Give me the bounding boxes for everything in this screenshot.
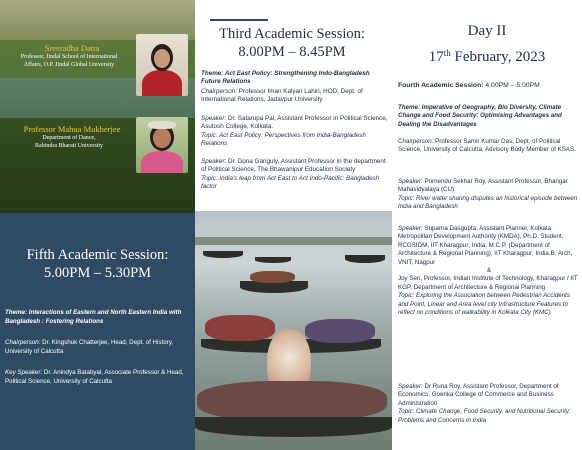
third-session-time: 8.00PM – 8.45PM bbox=[238, 44, 346, 60]
speaker1-photo bbox=[136, 34, 188, 96]
fourth-session-theme: Theme: Imperative of Geography, Bio Diversity, Climate Change and Food Security: Optimising Advantages and Dealing the Disadvantages bbox=[398, 104, 562, 128]
speaker1-affiliation-1: Professor, Jindal School of International bbox=[20, 54, 118, 60]
day-header bbox=[392, 20, 582, 68]
fifth-session-key-speaker: Key Speaker: Dr. Anindya Batabyal, Associate Professor & Head, Political Science, University of Calcutta bbox=[5, 369, 184, 385]
fourth-session-topic-2: Topic: Exploring the Association between Pedestrian Accidents and Point, Linear and Area level city Infrastructure Features to reflect on conditions of walkability in Kolkata City (KMC) bbox=[398, 292, 570, 317]
speaker2-photo bbox=[136, 117, 188, 173]
fifth-session-title-line1: Fifth Academic Session: bbox=[26, 247, 169, 263]
fifth-session-theme: Theme: Interactions of Eastern and North Eastern India with Bangladesh : Fostering Relations bbox=[5, 309, 182, 325]
fifth-session-title bbox=[0, 246, 195, 282]
photo-boat bbox=[195, 417, 392, 437]
fourth-session-speaker-3: Joy Sen, Professor, Indian Institute of Technology, Kharagpur / IIT KGP. Department of Architecture & Regional Planning bbox=[398, 275, 578, 291]
speaker2-name: Professor Mahua Mukherjee bbox=[23, 124, 121, 134]
date-label: 17th February, 2023 bbox=[428, 48, 546, 65]
photo-crowd bbox=[250, 271, 295, 283]
photo-treeline bbox=[195, 237, 392, 245]
third-session-title bbox=[197, 25, 387, 61]
photo-boat bbox=[345, 255, 385, 263]
river-festival-photo bbox=[195, 211, 392, 450]
third-session-theme: Theme: Act East Policy: Strengthening Indo-Bangladesh Future Relations bbox=[201, 70, 370, 86]
photo-boat bbox=[203, 251, 243, 258]
third-session-chairperson: Chairperson: Professor Iman Kalyan Lahiri, HOD, Dept. of International Relations, Jadavpur University bbox=[201, 88, 363, 104]
fourth-session-speaker-2: Speaker: Suparna Dasgupta, Assistant Planner, Kolkata Metropolitan Development Authority (KMDA), Ph.D. Student, RCGSIDM, IIT Kharagpur; India. M.C.P. (Department of Architecture & Regional Planning), IIT Kharagpur; India.B. Arch, VNIT, Nagpur & Joy Sen, Professor, Indian Institute of Technology, Kharagpur / IIT KGP. Department of Architecture & Regional Planning Topic: Exploring the Association between Pedestrian Accidents and Point, Linear and Area level city Infrastructure Features to reflect on conditions of walkability in Kolkata City (KMC) bbox=[398, 225, 580, 317]
photo-crowd bbox=[197, 381, 387, 421]
fourth-session-title: Fourth Academic Session: 4.00PM – 5.00PM bbox=[398, 82, 540, 89]
fourth-session-topic-3: Topic: Climate Change, Food Security, and Nutritional Security: Problems and Concerns in India bbox=[398, 408, 571, 424]
speaker1-name: Sreeradha Datta bbox=[44, 43, 100, 53]
photo-crowd bbox=[205, 315, 275, 341]
speakers-banner bbox=[0, 0, 195, 213]
title-accent-line bbox=[210, 19, 268, 21]
speaker1-affiliation-2: Affairs, O.P. Jindal Global University bbox=[23, 62, 115, 68]
fifth-session-chairperson: Chairperson: Dr. Kingshuk Chatterjee, Head, Dept. of History, University of Calcutta bbox=[5, 339, 174, 355]
day-label: Day II bbox=[467, 23, 507, 39]
photo-crowd bbox=[305, 319, 375, 343]
fourth-session-speaker-4: Speaker: Dr Runa Roy, Assistant Professor, Department of Economics, Goenka College of Commerce and Business Administration Topic: Climate Change, Food Security, and Nutritional Security: Problems and Concerns in India bbox=[398, 383, 580, 425]
third-session-topic-2: Topic: India's leap from Act East to Act Indo-Pacific: Bangladesh factor bbox=[201, 174, 380, 190]
third-session-speaker-1: Speaker: Dr. Satarupa Pal, Assistant Professor in Political Science, Asutosh College, Kolkata. Topic: Act East Policy: Perspectives from India-Bangladesh Relations bbox=[201, 115, 391, 148]
third-session-topic-1: Topic: Act East Policy: Perspectives from India-Bangladesh Relations bbox=[201, 131, 366, 147]
speaker2-affiliation-2: Rabindra Bharati University bbox=[35, 143, 103, 149]
speaker2-affiliation-1: Department of Dance, bbox=[42, 135, 96, 141]
fifth-session-time: 5.00PM – 5.30PM bbox=[43, 265, 152, 281]
speaker-ampersand: & bbox=[486, 267, 492, 275]
photo-boat bbox=[255, 257, 291, 263]
third-session-title-line1: Third Academic Session: bbox=[219, 26, 365, 42]
third-session-speaker-2: Speaker: Dr. Dona Ganguly, Assistant Professor in the department of Political Science, The Bhawanipur Education Society Topic: India's leap from Act East to Act Indo-Pacific: Bangladesh factor bbox=[201, 158, 391, 191]
fourth-session-topic-1: Topic: River water sharing disputes an historical episode between India and Bangladesh bbox=[398, 194, 578, 211]
fourth-session-speaker-1: Speaker: Purnendu Sekhar Roy, Assistant Professor, Bhangar Mahavidyalaya (CU). Topic: River water sharing disputes an historical episode between India and Bangladesh bbox=[398, 178, 580, 212]
fourth-session-chairperson: Chairperson: Professor Samir Kumar Das, Dept. of Political Science, University of Calcutta, Advisory Body Member of KSAS. bbox=[398, 138, 576, 154]
